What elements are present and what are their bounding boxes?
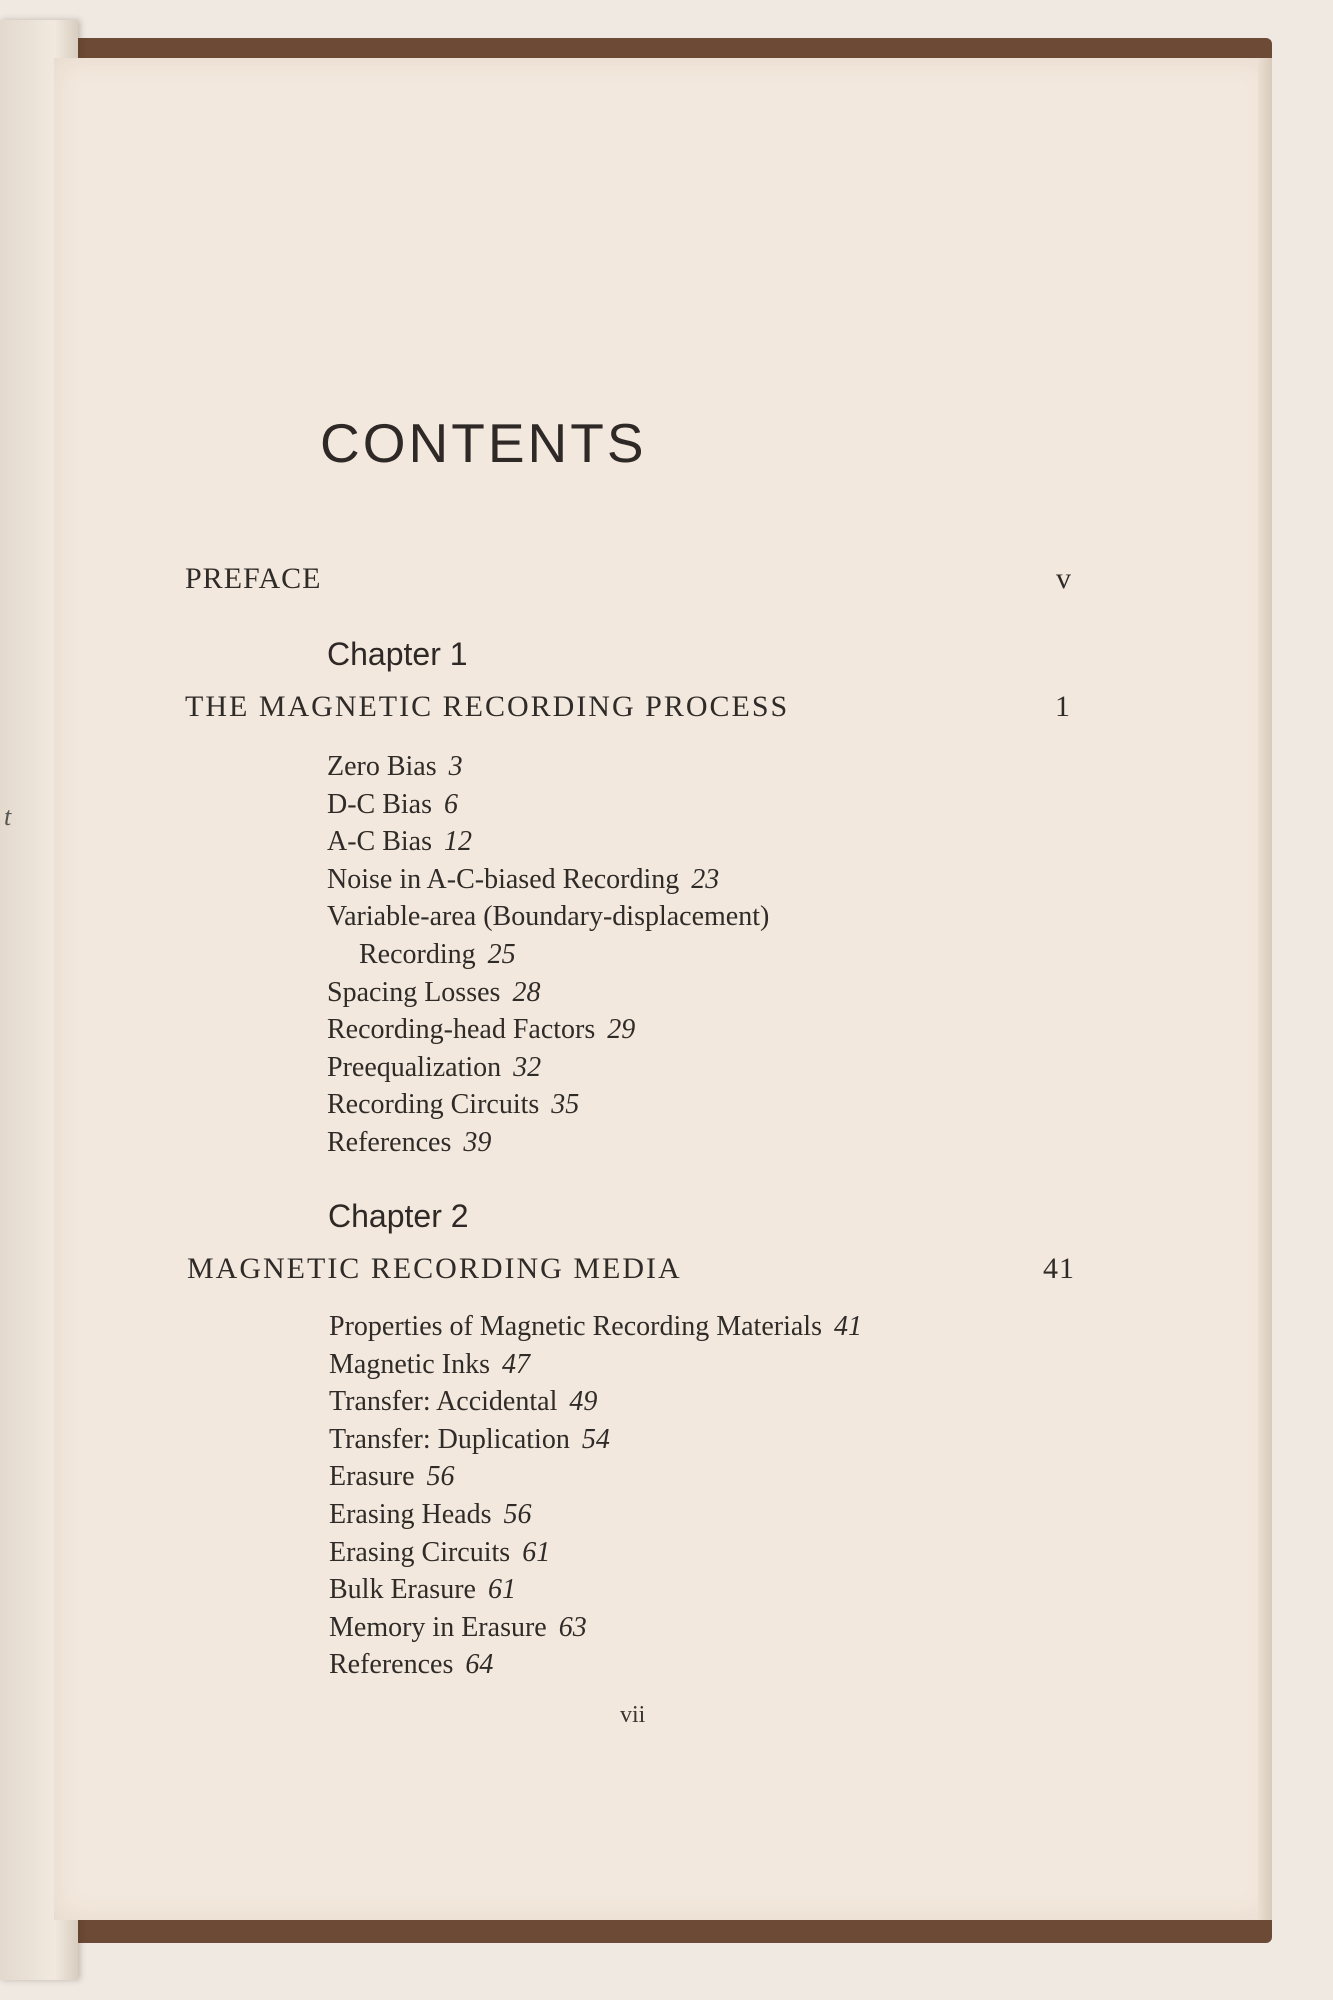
section-page: 63 — [558, 1611, 587, 1643]
chapter-label: Chapter 1 — [327, 636, 468, 672]
section-title: Preequalization — [327, 1051, 502, 1083]
section-item — [329, 1496, 862, 1534]
section-page: 61 — [522, 1536, 551, 1568]
section-page: 23 — [691, 863, 720, 895]
contents-page — [54, 58, 1272, 1920]
chapter-page: 1 — [1055, 690, 1071, 723]
facing-page-fragment: t — [4, 802, 12, 831]
section-page: 6 — [444, 788, 458, 820]
section-item — [327, 748, 781, 786]
page-folio: vii — [620, 1702, 646, 1728]
section-item — [329, 1609, 862, 1647]
section-title: Transfer: Duplication — [329, 1423, 570, 1455]
section-title: Spacing Losses — [327, 976, 501, 1008]
section-title: References — [327, 1126, 452, 1158]
section-item — [327, 861, 781, 899]
section-item — [327, 1011, 781, 1049]
section-item — [329, 1383, 862, 1421]
chapter-title: MAGNETIC RECORDING MEDIA — [187, 1252, 682, 1285]
chapter-page: 41 — [1043, 1252, 1075, 1285]
section-item — [329, 1458, 862, 1496]
section-item — [329, 1308, 862, 1346]
section-title: Memory in Erasure — [329, 1611, 547, 1643]
section-page: 64 — [465, 1649, 494, 1681]
chapter-title: THE MAGNETIC RECORDING PROCESS — [185, 690, 790, 723]
section-title: Erasing Heads — [329, 1498, 492, 1530]
section-page: 61 — [487, 1574, 516, 1606]
section-page: 35 — [551, 1089, 580, 1121]
section-item — [327, 936, 781, 974]
page-edge — [1258, 58, 1272, 1920]
section-title: Recording — [359, 938, 476, 970]
section-item — [327, 823, 781, 861]
section-item — [327, 786, 781, 824]
section-title: Magnetic Inks — [329, 1348, 490, 1380]
section-title: Zero Bias — [327, 751, 437, 782]
section-title: Variable-area (Boundary-displacement) — [327, 901, 770, 933]
chapter-label: Chapter 2 — [328, 1198, 469, 1234]
section-item — [329, 1571, 862, 1609]
section-title: Recording Circuits — [327, 1089, 540, 1121]
chapter-1-sections — [327, 748, 781, 1162]
chapter-2-sections — [329, 1308, 862, 1684]
section-page: 56 — [503, 1498, 532, 1530]
section-title: A-C Bias — [327, 826, 432, 858]
section-item — [327, 1049, 781, 1087]
section-page: 28 — [512, 976, 541, 1008]
page-title: CONTENTS — [320, 412, 647, 474]
section-item — [327, 1124, 781, 1162]
section-title: Erasing Circuits — [329, 1536, 511, 1568]
section-page: 25 — [487, 938, 516, 970]
section-item — [329, 1421, 862, 1459]
section-title: D-C Bias — [327, 788, 432, 820]
section-page: 49 — [569, 1386, 598, 1418]
section-title: References — [329, 1649, 454, 1681]
section-page: 41 — [833, 1311, 862, 1342]
section-page: 29 — [607, 1014, 636, 1046]
section-page: 56 — [426, 1461, 455, 1493]
section-page: 12 — [444, 826, 472, 858]
section-item — [327, 974, 781, 1012]
section-title: Noise in A-C-biased Recording — [327, 863, 680, 895]
section-title: Erasure — [329, 1461, 415, 1493]
section-title: Properties of Magnetic Recording Materials — [329, 1311, 822, 1342]
section-title: Recording-head Factors — [327, 1014, 596, 1046]
section-page: 3 — [448, 751, 463, 782]
section-item — [327, 898, 781, 936]
preface-label: PREFACE — [185, 562, 322, 595]
section-item — [329, 1346, 862, 1384]
section-page: 32 — [513, 1051, 542, 1083]
preface-page: v — [1056, 562, 1072, 595]
section-page: 54 — [581, 1423, 610, 1455]
section-page: 47 — [501, 1348, 530, 1380]
section-item — [327, 1086, 781, 1124]
section-title: Transfer: Accidental — [329, 1386, 558, 1418]
section-item — [329, 1646, 862, 1684]
section-page: 39 — [463, 1126, 492, 1158]
section-item — [329, 1534, 862, 1572]
section-title: Bulk Erasure — [329, 1574, 476, 1606]
